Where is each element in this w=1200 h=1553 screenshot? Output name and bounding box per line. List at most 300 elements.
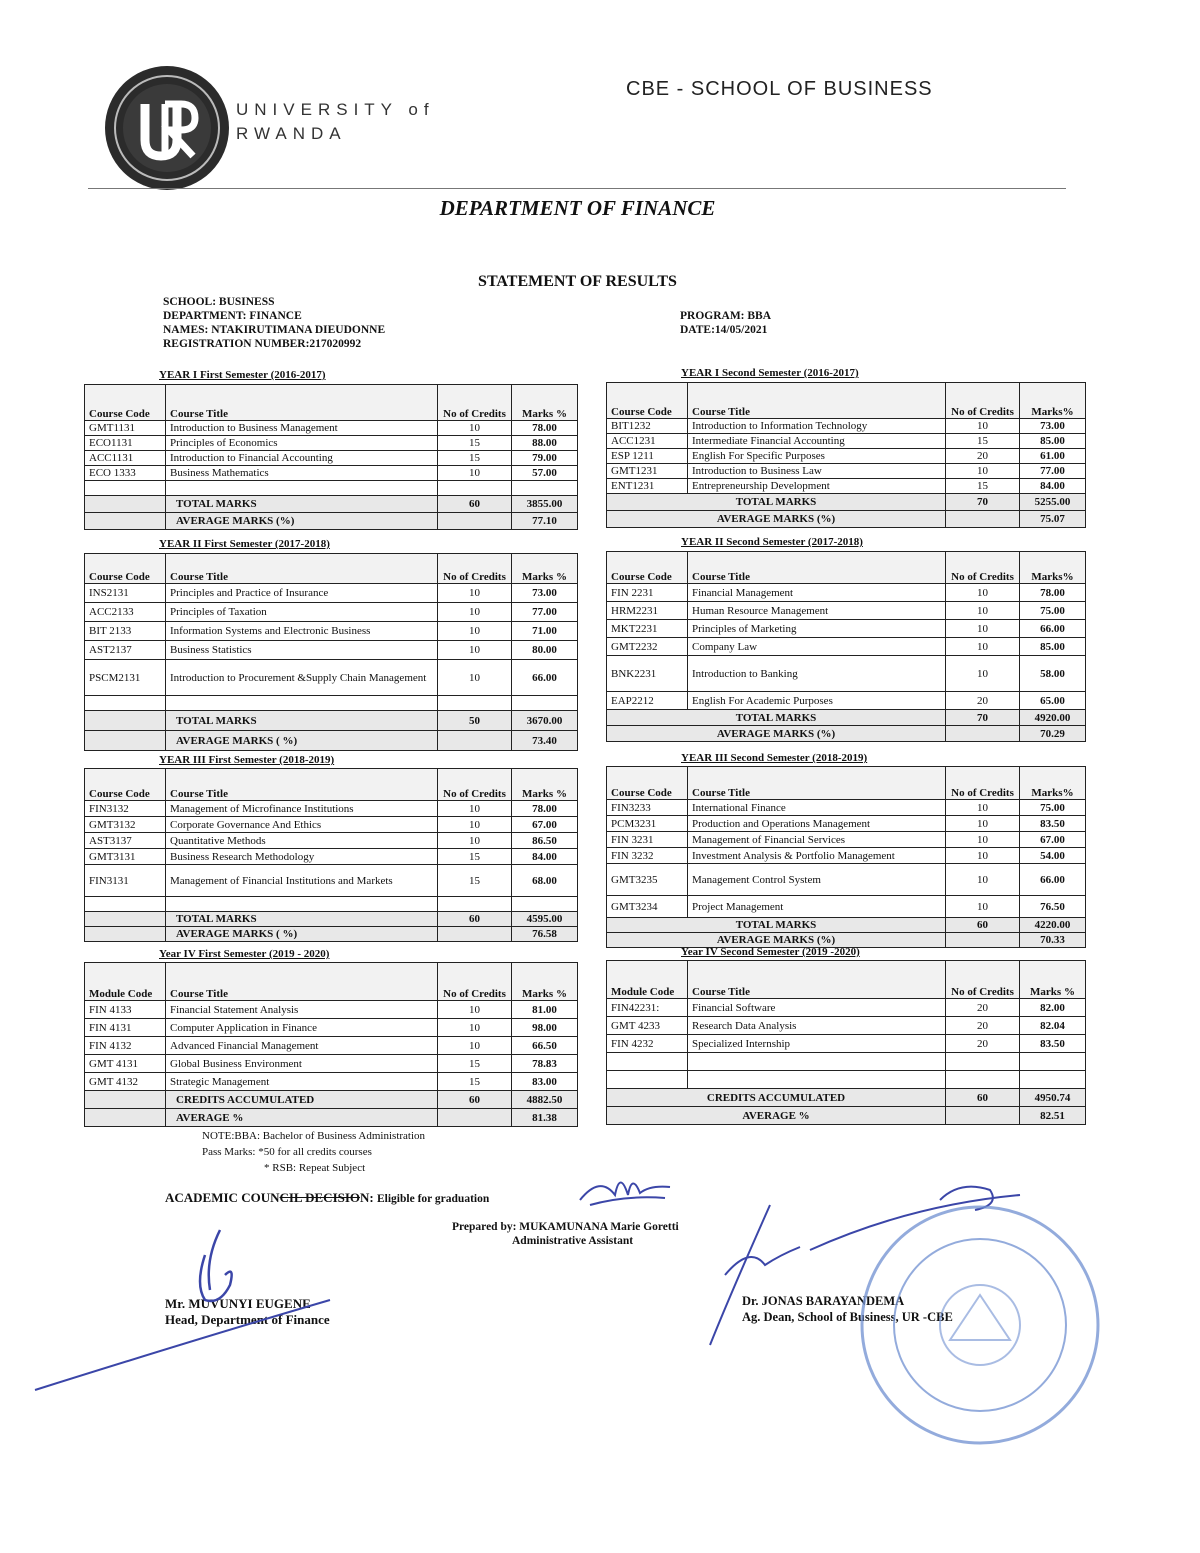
course-marks: 77.00 [1020, 464, 1086, 479]
table-row [85, 451, 578, 466]
note-line-3: * RSB: Repeat Subject [264, 1162, 366, 1174]
prepared-by-title: Administrative Assistant [512, 1235, 634, 1247]
course-credits: 20 [946, 999, 1020, 1017]
total-credits: 50 [438, 711, 512, 731]
course-credits: 10 [438, 584, 512, 603]
average-marks: 77.10 [512, 513, 578, 530]
course-title: Specialized Internship [688, 1035, 946, 1053]
course-marks: 85.00 [1020, 434, 1086, 449]
col-code-header: Module Code [607, 961, 688, 999]
average-label: AVERAGE % [607, 1107, 946, 1125]
course-marks: 98.00 [512, 1019, 578, 1037]
course-credits: 10 [946, 832, 1020, 848]
course-credits: 10 [946, 656, 1020, 692]
prepared-by-signature [570, 1165, 680, 1220]
total-label: TOTAL MARKS [607, 494, 946, 511]
hod-name: Mr. MUVUNYI EUGENE [165, 1296, 311, 1311]
average-label: AVERAGE MARKS ( %) [166, 731, 438, 751]
program-field: PROGRAM: BBA [680, 310, 772, 322]
course-code: FIN 3232 [607, 848, 688, 864]
col-title-header: Course Title [688, 383, 946, 419]
course-code: GMT3132 [85, 817, 166, 833]
school-title: CBE - SCHOOL OF BUSINESS [626, 78, 933, 100]
total-row [85, 711, 578, 731]
col-title-header: Course Title [688, 552, 946, 584]
course-code: GMT3131 [85, 849, 166, 865]
total-marks: 3670.00 [512, 711, 578, 731]
note-line-2: Pass Marks: *50 for all credits courses [202, 1146, 372, 1158]
course-credits: 10 [946, 864, 1020, 896]
total-credits: 60 [946, 1089, 1020, 1107]
results-table [84, 553, 578, 751]
table-header-row [607, 767, 1086, 800]
total-marks: 4882.50 [512, 1091, 578, 1109]
course-title: Investment Analysis & Portfolio Management [688, 848, 946, 864]
council-label-struck: CIL DECISIO [279, 1190, 361, 1205]
program-info [680, 309, 771, 337]
course-title: Financial Statement Analysis [166, 1001, 438, 1019]
course-title: Project Management [688, 896, 946, 918]
course-credits: 10 [946, 848, 1020, 864]
academic-council-decision [165, 1190, 489, 1206]
table-row [85, 603, 578, 622]
course-code: FIN42231: [607, 999, 688, 1017]
table-row [607, 638, 1086, 656]
course-title: Introduction to Financial Accounting [166, 451, 438, 466]
table-row [607, 656, 1086, 692]
col-code-header: Course Code [85, 554, 166, 584]
course-title: Principles and Practice of Insurance [166, 584, 438, 603]
table-row [607, 434, 1086, 449]
course-marks: 78.00 [512, 421, 578, 436]
course-code: GMT3235 [607, 864, 688, 896]
semester-heading: YEAR I Second Semester (2016-2017) [681, 367, 859, 379]
course-marks: 66.50 [512, 1037, 578, 1055]
average-label: AVERAGE MARKS (%) [166, 513, 438, 530]
course-marks: 76.50 [1020, 896, 1086, 918]
course-credits: 15 [438, 451, 512, 466]
blank-row [85, 481, 578, 496]
course-code: GMT1231 [607, 464, 688, 479]
results-table [84, 384, 578, 530]
course-title: Information Systems and Electronic Business [166, 622, 438, 641]
course-credits: 15 [946, 479, 1020, 494]
course-credits: 10 [946, 584, 1020, 602]
course-code: BNK2231 [607, 656, 688, 692]
table-row [607, 800, 1086, 816]
average-marks: 73.40 [512, 731, 578, 751]
table-row [607, 864, 1086, 896]
course-title: Principles of Marketing [688, 620, 946, 638]
course-title: Business Research Methodology [166, 849, 438, 865]
col-credits-header: No of Credits [438, 963, 512, 1001]
course-marks: 67.00 [1020, 832, 1086, 848]
student-name-field: NAMES: NTAKIRUTIMANA DIEUDONNE [163, 324, 386, 336]
course-title: Intermediate Financial Accounting [688, 434, 946, 449]
course-credits: 15 [438, 1073, 512, 1091]
table-header-row [607, 383, 1086, 419]
results-table [606, 960, 1086, 1125]
course-marks: 67.00 [512, 817, 578, 833]
course-title: Financial Management [688, 584, 946, 602]
table-row [85, 833, 578, 849]
course-marks: 58.00 [1020, 656, 1086, 692]
course-title: Management Control System [688, 864, 946, 896]
course-credits: 20 [946, 1017, 1020, 1035]
course-marks: 82.00 [1020, 999, 1086, 1017]
course-credits: 10 [946, 464, 1020, 479]
course-credits: 10 [946, 816, 1020, 832]
table-row [85, 622, 578, 641]
col-credits-header: No of Credits [946, 552, 1020, 584]
course-code: FIN 4133 [85, 1001, 166, 1019]
course-credits: 15 [438, 436, 512, 451]
blank-row [85, 897, 578, 912]
registration-field: REGISTRATION NUMBER:217020992 [163, 338, 362, 350]
course-marks: 66.00 [1020, 620, 1086, 638]
course-code: FIN 4232 [607, 1035, 688, 1053]
col-code-header: Course Code [607, 552, 688, 584]
average-row [85, 927, 578, 942]
course-marks: 83.00 [512, 1073, 578, 1091]
course-code: PCM3231 [607, 816, 688, 832]
course-title: English For Academic Purposes [688, 692, 946, 710]
results-table [84, 962, 578, 1127]
university-logo [103, 64, 231, 192]
course-title: Business Mathematics [166, 466, 438, 481]
course-marks: 84.00 [512, 849, 578, 865]
total-marks: 4220.00 [1020, 918, 1086, 933]
course-title: Computer Application in Finance [166, 1019, 438, 1037]
student-info [163, 295, 385, 351]
total-label: CREDITS ACCUMULATED [166, 1091, 438, 1109]
course-code: EAP2212 [607, 692, 688, 710]
total-credits: 60 [438, 496, 512, 513]
total-row [85, 912, 578, 927]
course-marks: 66.00 [512, 660, 578, 696]
table-row [85, 436, 578, 451]
average-label: AVERAGE MARKS (%) [607, 726, 946, 742]
table-row [85, 1037, 578, 1055]
course-title: Introduction to Procurement &Supply Chain Management [166, 660, 438, 696]
course-credits: 10 [438, 421, 512, 436]
course-marks: 73.00 [1020, 419, 1086, 434]
semester-heading: YEAR II Second Semester (2017-2018) [681, 536, 863, 548]
total-label: TOTAL MARKS [607, 918, 946, 933]
council-decision: Eligible for graduation [377, 1193, 490, 1205]
course-marks: 82.04 [1020, 1017, 1086, 1035]
table-row [607, 449, 1086, 464]
table-row [85, 1073, 578, 1091]
semester-heading: YEAR II First Semester (2017-2018) [159, 538, 330, 550]
total-label: CREDITS ACCUMULATED [607, 1089, 946, 1107]
table-row [607, 692, 1086, 710]
course-marks: 78.83 [512, 1055, 578, 1073]
average-label: AVERAGE MARKS ( %) [166, 927, 438, 942]
course-marks: 81.00 [512, 1001, 578, 1019]
col-code-header: Course Code [607, 383, 688, 419]
table-row [607, 816, 1086, 832]
course-code: ACC1231 [607, 434, 688, 449]
course-code: FIN3132 [85, 801, 166, 817]
date-field: DATE:14/05/2021 [680, 324, 768, 336]
col-marks-header: Marks % [512, 963, 578, 1001]
total-row [85, 496, 578, 513]
total-marks: 4920.00 [1020, 710, 1086, 726]
results-table [606, 766, 1086, 948]
course-code: FIN3233 [607, 800, 688, 816]
course-title: Human Resource Management [688, 602, 946, 620]
course-code: ACC1131 [85, 451, 166, 466]
course-marks: 78.00 [512, 801, 578, 817]
blank-row [607, 1053, 1086, 1071]
course-credits: 10 [438, 833, 512, 849]
table-row [607, 832, 1086, 848]
table-row [85, 584, 578, 603]
course-title: Corporate Governance And Ethics [166, 817, 438, 833]
col-marks-header: Marks% [1020, 767, 1086, 800]
blank-row [85, 696, 578, 711]
course-code: HRM2231 [607, 602, 688, 620]
average-marks: 82.51 [1020, 1107, 1086, 1125]
course-code: GMT2232 [607, 638, 688, 656]
council-label-prefix: ACADEMIC COUN [165, 1190, 280, 1205]
table-row [607, 848, 1086, 864]
table-row [85, 641, 578, 660]
col-title-header: Course Title [166, 769, 438, 801]
council-label-suffix: N: [360, 1190, 374, 1205]
average-marks: 70.33 [1020, 933, 1086, 948]
course-code: FIN 4132 [85, 1037, 166, 1055]
total-label: TOTAL MARKS [166, 496, 438, 513]
course-marks: 65.00 [1020, 692, 1086, 710]
course-code: ECO1131 [85, 436, 166, 451]
course-credits: 10 [438, 641, 512, 660]
course-credits: 15 [438, 849, 512, 865]
col-marks-header: Marks% [1020, 383, 1086, 419]
col-marks-header: Marks % [512, 769, 578, 801]
total-row [85, 1091, 578, 1109]
course-credits: 15 [438, 865, 512, 897]
table-header-row [85, 963, 578, 1001]
table-row [607, 1035, 1086, 1053]
table-row [85, 421, 578, 436]
course-code: MKT2231 [607, 620, 688, 638]
course-credits: 10 [438, 1037, 512, 1055]
results-table [84, 768, 578, 942]
average-row [607, 726, 1086, 742]
hod-signature [30, 1215, 340, 1395]
prepared-by [452, 1220, 679, 1248]
average-marks: 75.07 [1020, 511, 1086, 528]
course-code: GMT 4131 [85, 1055, 166, 1073]
col-code-header: Module Code [85, 963, 166, 1001]
course-code: FIN 2231 [607, 584, 688, 602]
course-code: ACC2133 [85, 603, 166, 622]
table-row [85, 660, 578, 696]
course-title: Introduction to Business Management [166, 421, 438, 436]
official-stamp [850, 1200, 1110, 1450]
col-credits-header: No of Credits [438, 769, 512, 801]
col-title-header: Course Title [688, 961, 946, 999]
table-row [607, 464, 1086, 479]
course-title: Management of Financial Institutions and Markets [166, 865, 438, 897]
course-credits: 10 [438, 801, 512, 817]
course-marks: 73.00 [512, 584, 578, 603]
course-credits: 10 [438, 1019, 512, 1037]
col-title-header: Course Title [166, 554, 438, 584]
average-row [85, 513, 578, 530]
course-code: BIT1232 [607, 419, 688, 434]
course-marks: 66.00 [1020, 864, 1086, 896]
course-title: Research Data Analysis [688, 1017, 946, 1035]
course-marks: 80.00 [512, 641, 578, 660]
col-marks-header: Marks % [512, 554, 578, 584]
course-marks: 57.00 [512, 466, 578, 481]
semester-heading: Year IV First Semester (2019 - 2020) [159, 948, 330, 960]
total-label: TOTAL MARKS [166, 711, 438, 731]
table-row [607, 584, 1086, 602]
course-credits: 10 [946, 896, 1020, 918]
table-header-row [85, 385, 578, 421]
total-row [607, 494, 1086, 511]
table-row [607, 602, 1086, 620]
course-marks: 54.00 [1020, 848, 1086, 864]
course-title: English For Specific Purposes [688, 449, 946, 464]
course-code: GMT 4132 [85, 1073, 166, 1091]
col-credits-header: No of Credits [438, 554, 512, 584]
course-credits: 10 [438, 622, 512, 641]
average-row [607, 511, 1086, 528]
average-marks: 70.29 [1020, 726, 1086, 742]
course-code: INS2131 [85, 584, 166, 603]
table-row [85, 817, 578, 833]
course-title: Introduction to Information Technology [688, 419, 946, 434]
course-marks: 79.00 [512, 451, 578, 466]
total-marks: 4595.00 [512, 912, 578, 927]
course-marks: 78.00 [1020, 584, 1086, 602]
col-marks-header: Marks % [512, 385, 578, 421]
course-title: Management of Financial Services [688, 832, 946, 848]
table-row [607, 620, 1086, 638]
table-row [607, 999, 1086, 1017]
course-marks: 84.00 [1020, 479, 1086, 494]
average-label: AVERAGE % [166, 1109, 438, 1127]
course-credits: 20 [946, 1035, 1020, 1053]
blank-row [607, 1071, 1086, 1089]
course-title: Business Statistics [166, 641, 438, 660]
course-credits: 10 [438, 817, 512, 833]
col-credits-header: No of Credits [438, 385, 512, 421]
course-code: FIN3131 [85, 865, 166, 897]
course-title: Company Law [688, 638, 946, 656]
results-table [606, 382, 1086, 528]
course-credits: 15 [946, 434, 1020, 449]
course-code: FIN 4131 [85, 1019, 166, 1037]
course-title: Principles of Taxation [166, 603, 438, 622]
course-title: Introduction to Business Law [688, 464, 946, 479]
course-code: ESP 1211 [607, 449, 688, 464]
course-marks: 88.00 [512, 436, 578, 451]
header-divider [88, 188, 1066, 189]
course-credits: 10 [438, 466, 512, 481]
note-line-1: NOTE:BBA: Bachelor of Business Administration [202, 1130, 426, 1142]
col-credits-header: No of Credits [946, 961, 1020, 999]
course-title: Production and Operations Management [688, 816, 946, 832]
course-marks: 86.50 [512, 833, 578, 849]
semester-heading: Year IV Second Semester (2019 -2020) [681, 946, 860, 958]
course-marks: 83.50 [1020, 1035, 1086, 1053]
course-credits: 20 [946, 692, 1020, 710]
course-title: Global Business Environment [166, 1055, 438, 1073]
table-row [85, 1055, 578, 1073]
col-title-header: Course Title [688, 767, 946, 800]
total-credits: 60 [438, 1091, 512, 1109]
course-credits: 10 [438, 603, 512, 622]
department-field: DEPARTMENT: FINANCE [163, 310, 302, 322]
course-code: GMT3234 [607, 896, 688, 918]
average-row [85, 1109, 578, 1127]
col-code-header: Course Code [607, 767, 688, 800]
table-row [85, 466, 578, 481]
course-credits: 20 [946, 449, 1020, 464]
table-row [85, 801, 578, 817]
table-row [607, 896, 1086, 918]
school-field: SCHOOL: BUSINESS [163, 296, 275, 308]
course-title: Strategic Management [166, 1073, 438, 1091]
course-marks: 75.00 [1020, 800, 1086, 816]
course-code: GMT1131 [85, 421, 166, 436]
course-title: Principles of Economics [166, 436, 438, 451]
results-table [606, 551, 1086, 742]
course-title: Financial Software [688, 999, 946, 1017]
table-row [607, 1017, 1086, 1035]
average-row [607, 1107, 1086, 1125]
notes [202, 1128, 425, 1176]
table-row [85, 1001, 578, 1019]
course-code: GMT 4233 [607, 1017, 688, 1035]
col-code-header: Course Code [85, 385, 166, 421]
total-row [607, 1089, 1086, 1107]
course-code: BIT 2133 [85, 622, 166, 641]
course-credits: 10 [946, 638, 1020, 656]
col-marks-header: Marks % [1020, 961, 1086, 999]
department-title: DEPARTMENT OF FINANCE [439, 196, 716, 220]
course-code: ENT1231 [607, 479, 688, 494]
total-credits: 70 [946, 710, 1020, 726]
dean-name: Dr. JONAS BARAYANDEMA [742, 1294, 905, 1308]
statement-title: STATEMENT OF RESULTS [478, 273, 677, 290]
course-title: Management of Microfinance Institutions [166, 801, 438, 817]
table-row [607, 479, 1086, 494]
total-label: TOTAL MARKS [607, 710, 946, 726]
course-credits: 10 [946, 419, 1020, 434]
total-row [607, 710, 1086, 726]
course-marks: 77.00 [512, 603, 578, 622]
total-credits: 70 [946, 494, 1020, 511]
table-row [85, 849, 578, 865]
average-label: AVERAGE MARKS (%) [607, 511, 946, 528]
course-code: AST2137 [85, 641, 166, 660]
course-credits: 10 [438, 1001, 512, 1019]
course-title: Quantitative Methods [166, 833, 438, 849]
total-marks: 5255.00 [1020, 494, 1086, 511]
table-header-row [85, 554, 578, 584]
course-credits: 15 [438, 1055, 512, 1073]
col-title-header: Course Title [166, 385, 438, 421]
prepared-by-name: Prepared by: MUKAMUNANA Marie Goretti [452, 1221, 679, 1233]
course-title: Entrepreneurship Development [688, 479, 946, 494]
